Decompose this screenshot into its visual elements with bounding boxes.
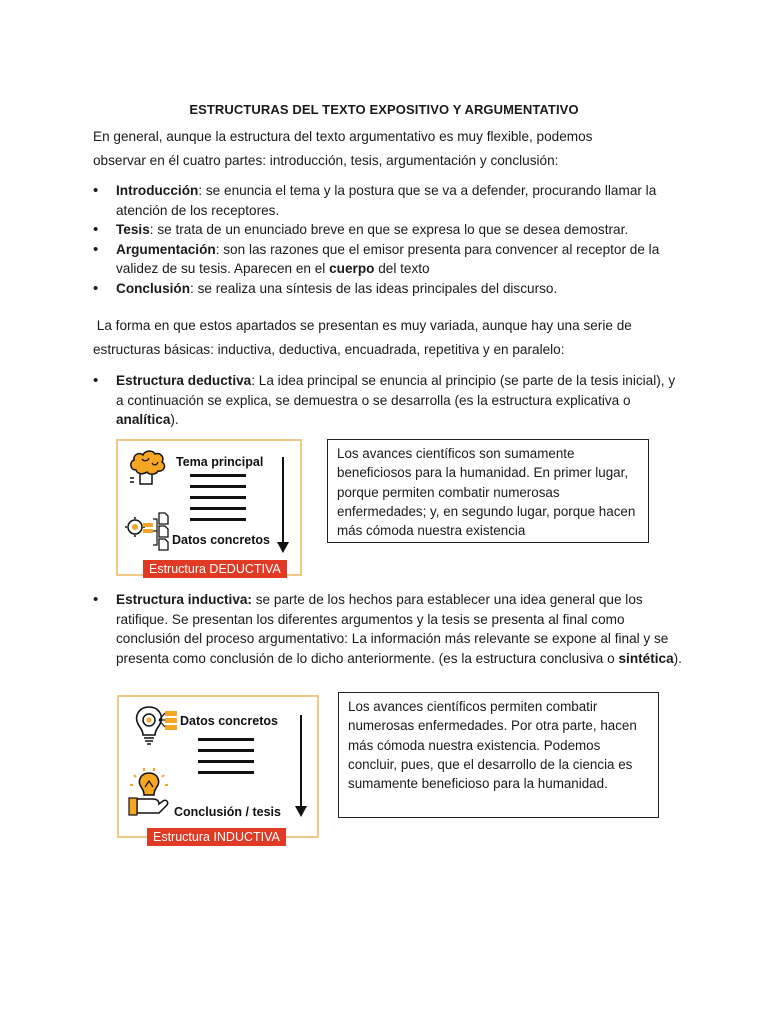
list-item — [93, 371, 683, 430]
diagram-bottom-label: Conclusión / tesis — [174, 805, 281, 819]
brain-icon — [124, 444, 172, 492]
definition-text: del texto — [374, 261, 430, 276]
list-item — [93, 590, 683, 668]
term-argumentacion: Argumentación — [116, 241, 216, 257]
list-item — [93, 181, 683, 220]
intro-paragraph — [93, 125, 683, 173]
down-arrow-icon — [282, 457, 284, 543]
idea-hand-icon — [127, 767, 173, 819]
forms-paragraph — [93, 314, 683, 362]
definition-text: ). — [170, 412, 179, 427]
definition-text: ). — [673, 650, 682, 666]
deductive-tag: Estructura DEDUCTIVA — [143, 560, 287, 578]
definition-text: : se trata de un enunciado breve en que se expresa lo que se desea demostrar. — [149, 222, 629, 237]
term-inductiva: Estructura inductiva: — [116, 592, 252, 607]
diagram-lines — [190, 474, 246, 529]
term-analitica: analítica — [116, 412, 171, 427]
term-conclusion: Conclusión — [116, 280, 191, 296]
diagram-top-label: Tema principal — [176, 455, 264, 469]
diagram-top-label: Datos concretos — [180, 714, 278, 728]
term-introduccion: Introducción — [116, 183, 199, 198]
intro-line-1: En general, aunque la estructura del texto argumentativo es muy flexible, podemos — [93, 129, 593, 144]
down-arrow-icon — [300, 715, 302, 807]
lightbulb-icon — [129, 703, 185, 751]
deductive-list — [93, 371, 683, 430]
page-title: ESTRUCTURAS DEL TEXTO EXPOSITIVO Y ARGUMENTATIVO — [189, 102, 579, 117]
list-item — [93, 240, 683, 279]
forms-line-2: estructuras básicas: inductiva, deductiva, encuadrada, repetitiva y en paralelo: — [93, 342, 565, 357]
documents-icon — [123, 511, 175, 553]
list-item — [93, 220, 683, 240]
forms-line-1: La forma en que estos apartados se presentan es muy variada, aunque hay una serie de — [93, 318, 632, 333]
inductive-example-box: Los avances científicos permiten combatir numerosas enfermedades. Por otra parte, hacen más cómoda nuestra existencia. Podemos concluir, pues, que el desarrollo de la ciencia es sumamente beneficioso para la humanidad. — [338, 692, 659, 818]
term-deductiva: Estructura deductiva — [116, 373, 252, 388]
inductive-list — [93, 590, 683, 668]
parts-list — [93, 181, 683, 298]
inductive-tag: Estructura INDUCTIVA — [147, 828, 286, 846]
definition-text: : se realiza una síntesis de las ideas principales del discurso. — [190, 280, 558, 296]
definition-text: : La idea principal se enuncia al principio (se parte de la tesis inicial), y a continuación se explica, se demuestra o se desarrolla (es la estructura explicativa o — [116, 373, 676, 408]
term-sintetica: sintética — [618, 650, 674, 666]
inductive-diagram — [117, 695, 319, 844]
diagram-bottom-label: Datos concretos — [172, 533, 270, 547]
definition-text: : son las razones que el emisor presenta para convencer al receptor de la validez de su tesis. Aparecen en el — [116, 241, 660, 276]
deductive-diagram — [116, 439, 302, 576]
term-tesis: Tesis — [116, 222, 150, 237]
deductive-example-box: Los avances científicos son sumamente beneficiosos para la humanidad. En primer lugar, porque permiten combatir numerosas enfermedades; y, en segundo lugar, porque hacen más cómoda nuestra existencia — [327, 439, 649, 543]
list-item — [93, 279, 683, 299]
intro-line-2: observar en él cuatro partes: introducción, tesis, argumentación y conclusión: — [93, 153, 559, 168]
definition-text: se parte de los hechos para establecer una idea general que los ratifique. Se presentan los diferentes argumentos y la tesis se presenta al final como conclusión del proceso argumentativo: La información más relevante se expone al final y se presenta como conclusión de lo dicho anteriormente. (es la estructura conclusiva o — [116, 592, 669, 666]
diagram-lines — [198, 738, 254, 782]
definition-text: : se enuncia el tema y la postura que se va a defender, procurando llamar la atención de los receptores. — [116, 183, 657, 218]
term-cuerpo: cuerpo — [329, 261, 375, 276]
